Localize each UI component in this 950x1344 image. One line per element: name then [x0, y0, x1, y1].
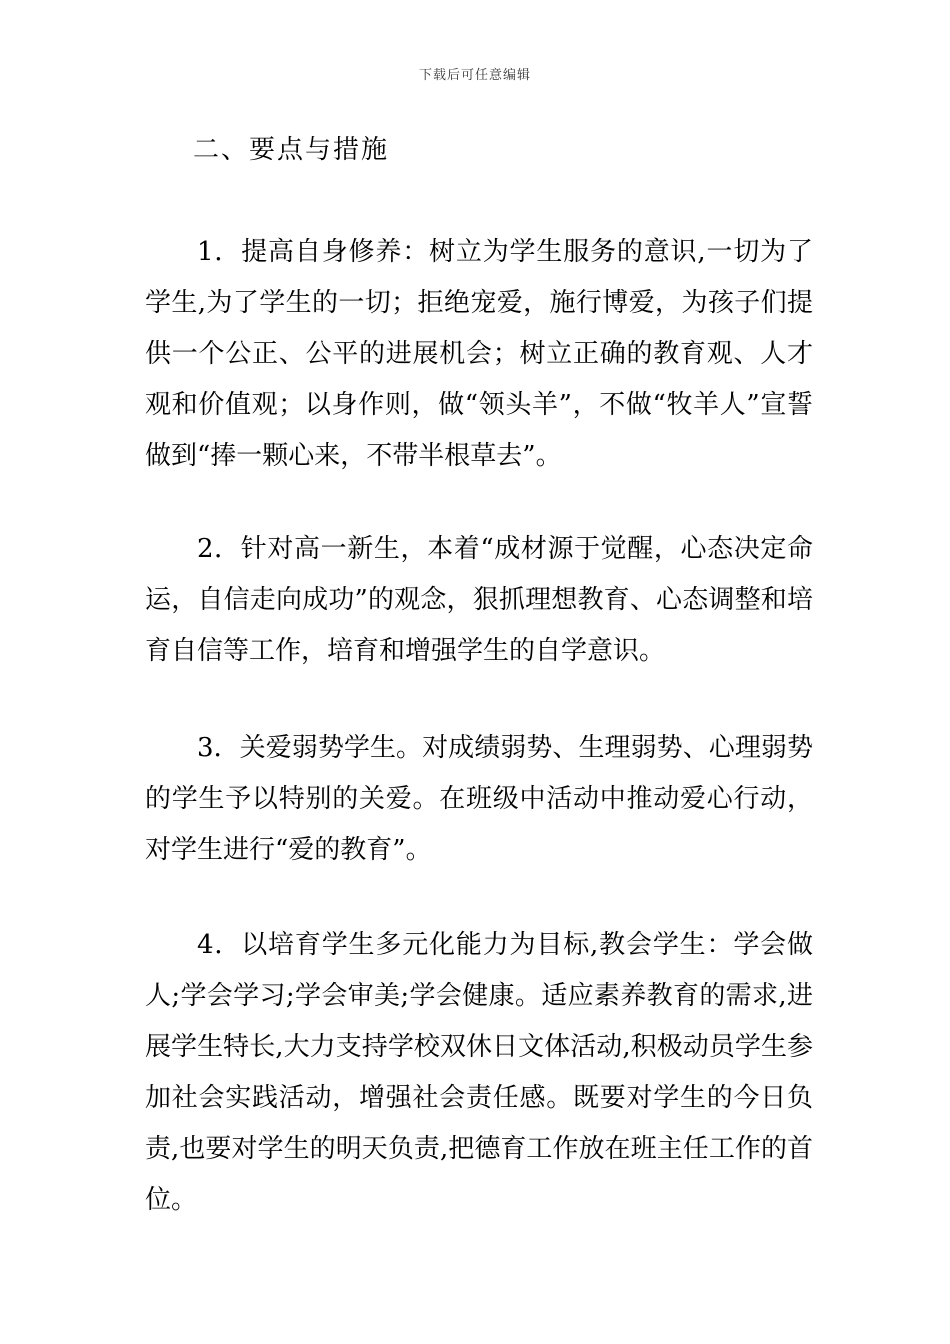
- paragraph-1: 1．提高自身修养：树立为学生服务的意识,一切为了学生,为了学生的一切；拒绝宠爱，施行博爱，为孩子们提供一个公正、公平的进展机会；树立正确的教育观、人才观和价值观；以身作则，做“领头羊”，不做“牧羊人”宣誓做到“捧一颗心来，不带半根草去”。: [145, 237, 813, 471]
- paragraph-2: 2．针对高一新生，本着“成材源于觉醒，心态决定命运，自信走向成功”的观念，狠抓理想教育、心态调整和培育自信等工作，培育和增强学生的自学意识。: [145, 534, 813, 666]
- section-heading: 二、要点与措施: [193, 135, 390, 165]
- paragraph-3: 3．关爱弱势学生。对成绩弱势、生理弱势、心理弱势的学生予以特别的关爱。在班级中活动中推动爱心行动，对学生进行“爱的教育”。: [145, 733, 813, 865]
- header-note: 下载后可任意编辑: [418, 68, 531, 83]
- paragraph-4: 4．以培育学生多元化能力为目标,教会学生：学会做人;学会学习;学会审美;学会健康。适应素养教育的需求,进展学生特长,大力支持学校双休日文体活动,积极动员学生参加社会实践活动，增强社会责任感。既要对学生的今日负责,也要对学生的明天负责,把德育工作放在班主任工作的首位。: [145, 930, 813, 1215]
